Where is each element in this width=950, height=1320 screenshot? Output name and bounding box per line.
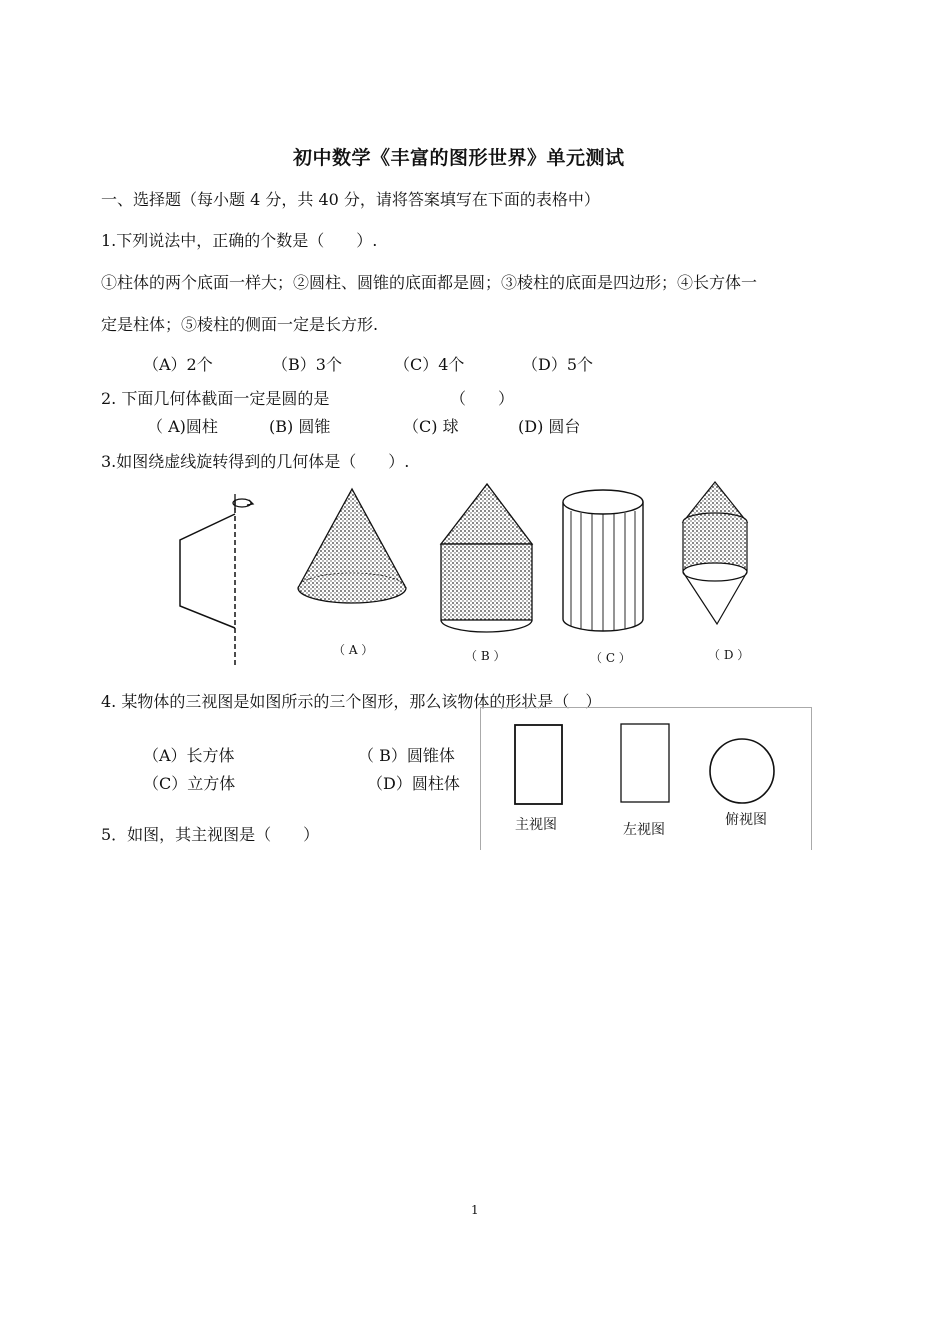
side-view-label: 左视图 <box>623 822 665 838</box>
q3-figure <box>160 478 780 673</box>
q3-label-d: （ D ） <box>708 648 750 662</box>
q3-label-b: （ B ） <box>465 649 506 663</box>
q2-option-b: (B) 圆锥 <box>269 417 331 436</box>
three-view-box <box>480 707 812 850</box>
q5-stem: 5．如图，其主视图是（ ） <box>101 825 320 844</box>
q4-stem: 4. 某物体的三视图是如图所示的三个图形，那么该物体的形状是（ ） <box>101 692 602 711</box>
q3-label-c: （ C ） <box>590 651 631 665</box>
cylinder-figure <box>563 490 643 631</box>
q2-blank: （ ） <box>450 389 515 408</box>
q2-stem: 2. 下面几何体截面一定是圆的是 <box>101 389 330 408</box>
q4-option-c: （C）立方体 <box>143 774 236 793</box>
q2-option-d: (D) 圆台 <box>518 417 581 436</box>
trapezoid-figure <box>180 494 253 666</box>
q1-option-a: （A）2个 <box>143 355 213 374</box>
q4-option-d: （D）圆柱体 <box>367 774 460 793</box>
top-view-label: 俯视图 <box>725 812 767 828</box>
q3-stem: 3.如图绕虚线旋转得到的几何体是（ ）. <box>101 452 410 471</box>
q2-option-a: （ A)圆柱 <box>147 417 218 436</box>
q2-option-c: （C) 球 <box>403 417 459 436</box>
cone-figure <box>298 489 406 603</box>
q1-option-c: （C）4个 <box>394 355 465 374</box>
page-title: 初中数学《丰富的图形世界》单元测试 <box>293 147 625 169</box>
q1-line1: ①柱体的两个底面一样大；②圆柱、圆锥的底面都是圆；③棱柱的底面是四边形；④长方体一 <box>101 273 758 292</box>
q1-option-d: （D）5个 <box>522 355 594 374</box>
cone-cylinder-figure <box>441 484 532 632</box>
q1-line2: 定是柱体；⑤棱柱的侧面一定是长方形. <box>101 315 379 334</box>
page-number: 1 <box>471 1203 479 1217</box>
q1-stem: 1.下列说法中，正确的个数是（ ）. <box>101 231 378 250</box>
q4-option-b: （ B）圆锥体 <box>358 746 455 765</box>
q3-label-a: （ A ） <box>333 643 374 657</box>
section-heading: 一、选择题（每小题 4 分，共 40 分，请将答案填写在下面的表格中） <box>101 190 600 209</box>
composite-figure <box>683 482 747 624</box>
front-view-label: 主视图 <box>515 817 557 833</box>
q1-option-b: （B）3个 <box>272 355 342 374</box>
q4-option-a: （A）长方体 <box>143 746 235 765</box>
